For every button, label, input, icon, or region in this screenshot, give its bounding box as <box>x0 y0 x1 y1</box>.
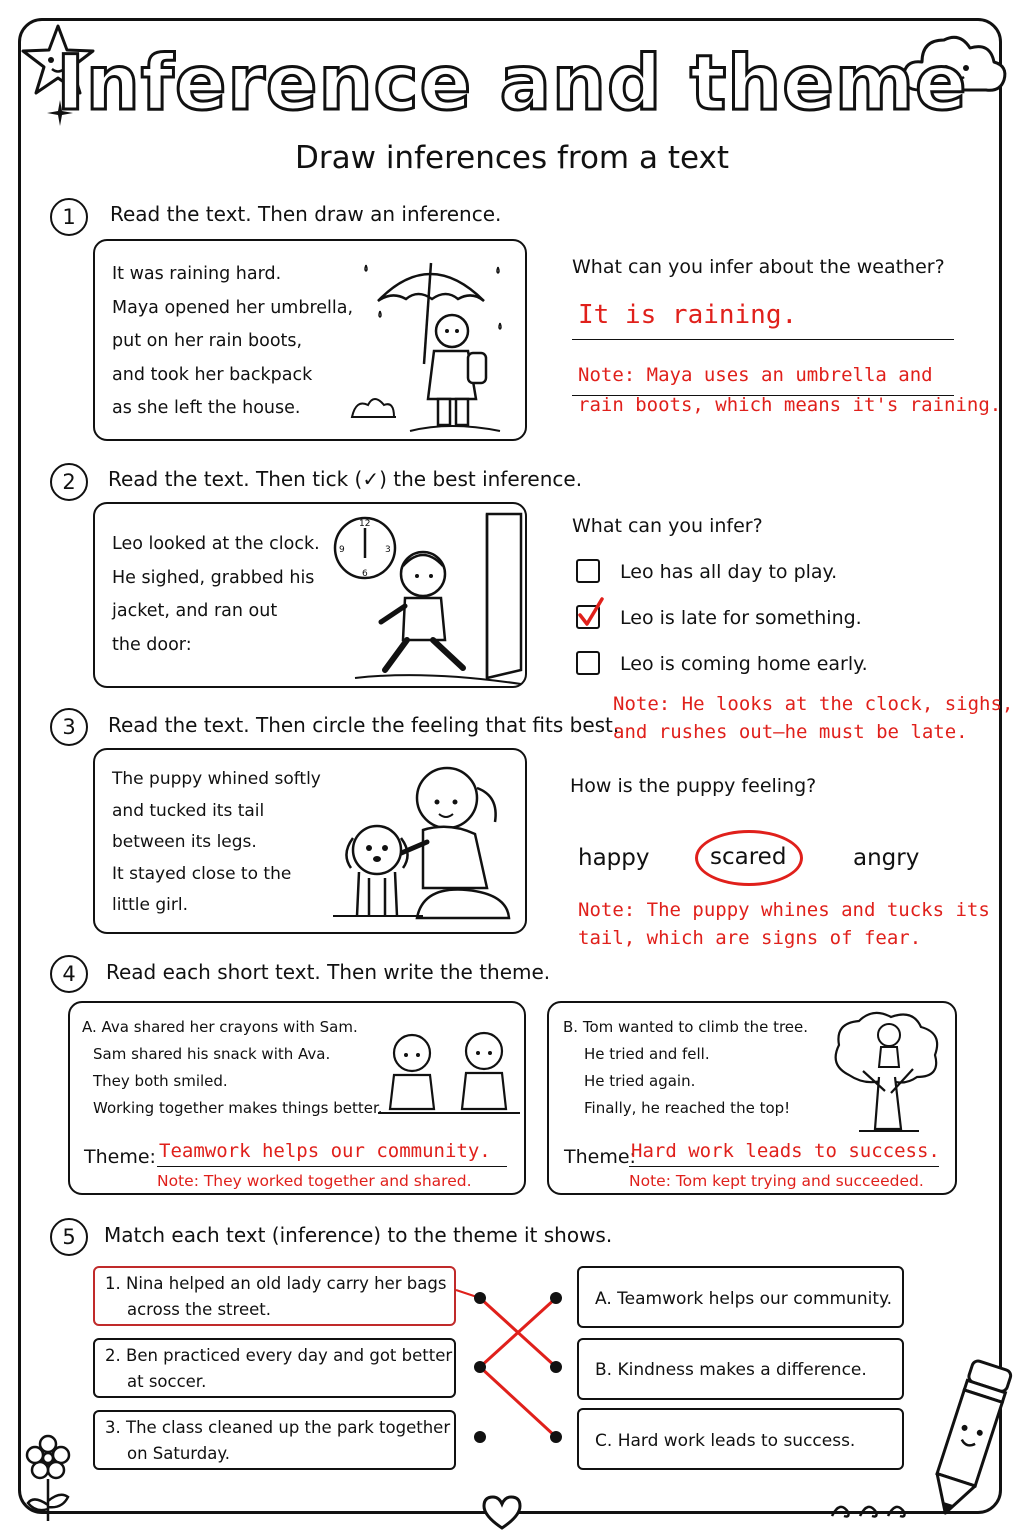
item-line: Sam shared his snack with Ava. <box>93 1045 331 1063</box>
passage-line: Maya opened her umbrella, <box>112 297 354 318</box>
match-dot-right-b[interactable] <box>550 1361 562 1373</box>
passage-line: It stayed close to the <box>112 863 292 884</box>
item-letter: B. <box>595 1360 613 1380</box>
item-line: Working together makes things better. <box>93 1099 383 1117</box>
item-letter: B. <box>563 1018 579 1036</box>
passage-line: between its legs. <box>112 832 257 852</box>
theme-label-a: Theme: <box>84 1146 156 1168</box>
section-4-number: 4 <box>50 955 88 993</box>
note-line: Note: He looks at the clock, sighs, <box>613 693 1014 715</box>
item-letter: A. <box>595 1289 612 1309</box>
section-2-question: What can you infer? <box>572 515 763 537</box>
clock-label-12: 12 <box>359 519 371 529</box>
section-2-instruction: Read the text. Then tick (✓) the best inference. <box>108 467 583 491</box>
item-line: He tried and fell. <box>584 1045 710 1063</box>
option-2-label: Leo is late for something. <box>620 607 862 629</box>
passage-line: The puppy whined softly <box>112 769 321 789</box>
section-5-number: 5 <box>50 1218 88 1256</box>
item-number: 1. <box>105 1274 121 1293</box>
item-line: They both smiled. <box>93 1072 228 1090</box>
note-line: tail, which are signs of fear. <box>578 927 922 949</box>
passage-line: the door: <box>112 634 192 655</box>
theme-note-a: Note: They worked together and shared. <box>157 1172 472 1190</box>
page-subtitle: Draw inferences from a text <box>295 140 729 176</box>
note-line: Note: Maya uses an umbrella and <box>578 364 933 386</box>
section-4-instruction: Read each short text. Then write the theme. <box>106 960 551 984</box>
section-1-instruction: Read the text. Then draw an inference. <box>110 202 502 226</box>
theme-note-b: Note: Tom kept trying and succeeded. <box>629 1172 924 1190</box>
item-line: Finally, he reached the top! <box>584 1099 791 1117</box>
feeling-scared[interactable]: scared <box>710 844 787 870</box>
match-dot-left-2[interactable] <box>474 1361 486 1373</box>
match-dot-left-3[interactable] <box>474 1431 486 1443</box>
section-1-answer: It is raining. <box>578 300 798 330</box>
passage-line: Leo looked at the clock. <box>112 534 320 554</box>
item-number: 2. <box>105 1346 121 1365</box>
section-3-question: How is the puppy feeling? <box>570 775 817 797</box>
section-3-number: 3 <box>50 708 88 746</box>
item-line: at soccer. <box>127 1372 207 1391</box>
passage-line: It was raining hard. <box>112 264 282 284</box>
passage-line: and tucked its tail <box>112 800 265 821</box>
match-dot-right-a[interactable] <box>550 1292 562 1304</box>
item-label: Kindness makes a difference. <box>617 1360 867 1380</box>
passage-line: jacket, and ran out <box>112 601 278 621</box>
item-label: Teamwork helps our community. <box>617 1289 893 1309</box>
item-line: The class cleaned up the park together <box>126 1418 451 1437</box>
item-letter: A. <box>82 1018 97 1036</box>
match-dot-right-c[interactable] <box>550 1431 562 1443</box>
item-line: He tried again. <box>584 1072 696 1090</box>
passage-line: He sighed, grabbed his <box>112 567 315 588</box>
clock-label-3: 3 <box>385 545 391 555</box>
theme-answer-b: Hard work leads to success. <box>631 1140 940 1162</box>
match-dot-left-1[interactable] <box>474 1292 486 1304</box>
note-line: and rushes out—he must be late. <box>613 721 968 743</box>
passage-line: as she left the house. <box>112 398 301 418</box>
item-line: across the street. <box>127 1300 271 1319</box>
feeling-angry[interactable]: angry <box>853 845 920 871</box>
section-2-number: 2 <box>50 463 88 501</box>
item-label: Hard work leads to success. <box>617 1431 856 1451</box>
passage-line: little girl. <box>112 895 188 915</box>
feeling-happy[interactable]: happy <box>578 845 650 871</box>
item-line: Nina helped an old lady carry her bags <box>126 1274 447 1293</box>
option-3-label: Leo is coming home early. <box>620 653 868 675</box>
clock-label-9: 9 <box>339 545 345 555</box>
theme-label-b: Theme: <box>564 1146 636 1168</box>
option-1-label: Leo has all day to play. <box>620 561 838 583</box>
item-line: Ben practiced every day and got better <box>126 1346 453 1365</box>
item-number: 3. <box>105 1418 121 1437</box>
item-line: Ava shared her crayons with Sam. <box>101 1018 358 1036</box>
item-line: on Saturday. <box>127 1444 231 1463</box>
passage-line: and took her backpack <box>112 364 313 385</box>
item-letter: C. <box>595 1431 613 1451</box>
note-line: Note: The puppy whines and tucks its <box>578 899 990 921</box>
section-1-question: What can you infer about the weather? <box>572 256 945 278</box>
clock-label-6: 6 <box>362 569 368 579</box>
item-line: Tom wanted to climb the tree. <box>582 1018 809 1036</box>
match-line-2-c <box>480 1367 556 1437</box>
section-1-number: 1 <box>50 198 88 236</box>
section-3-instruction: Read the text. Then circle the feeling that fits best. <box>108 713 620 737</box>
note-line: rain boots, which means it's raining. <box>578 394 1002 416</box>
page-title: Inference and theme <box>56 38 968 127</box>
section-5-instruction: Match each text (inference) to the theme it shows. <box>104 1223 613 1247</box>
passage-line: put on her rain boots, <box>112 331 303 351</box>
theme-answer-a: Teamwork helps our community. <box>159 1140 491 1162</box>
